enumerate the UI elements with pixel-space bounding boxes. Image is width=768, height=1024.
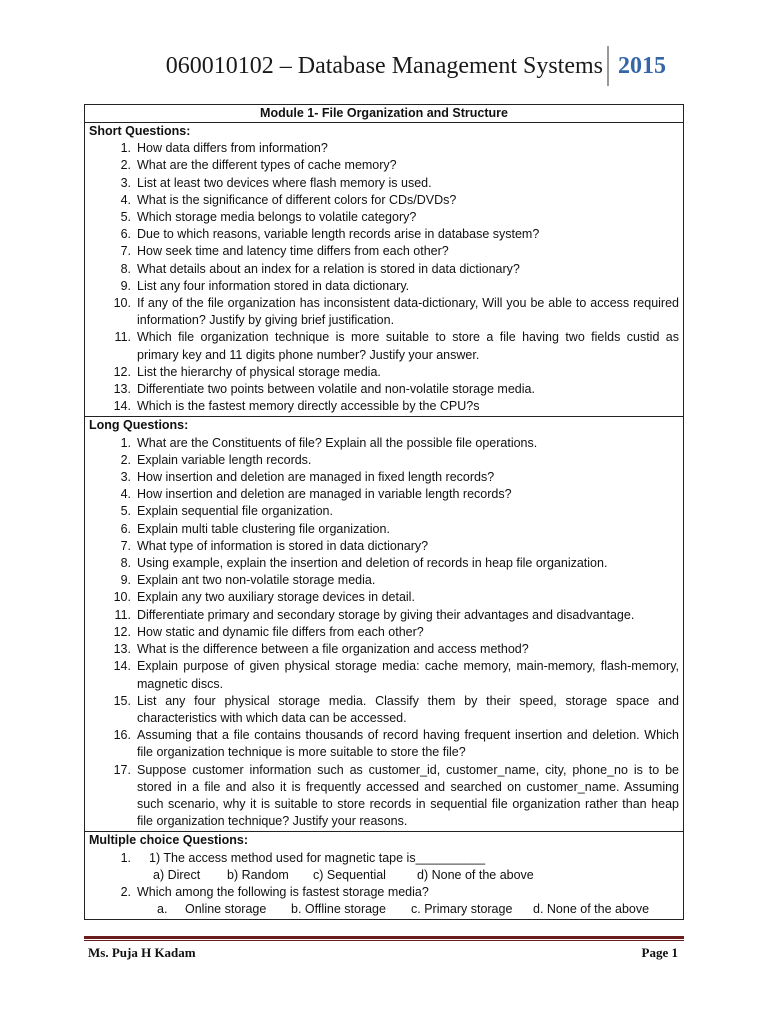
question-text: Explain purpose of given physical storage media: cache memory, main-memory, flash-memory, magnetic discs. (137, 659, 679, 691)
question-number: 9. (120, 278, 131, 293)
question-text: Explain variable length records. (137, 452, 312, 467)
long-questions-section (85, 416, 683, 831)
question-number: 3. (120, 175, 131, 190)
question-item (89, 278, 679, 295)
question-number: 3. (120, 470, 131, 485)
question-item (89, 381, 679, 398)
question-item (89, 175, 679, 192)
question-item (89, 192, 679, 209)
question-item (89, 398, 679, 415)
question-item (89, 538, 679, 555)
option-d: d. None of the above (533, 902, 650, 917)
option-b: b. Offline storage (291, 902, 386, 917)
question-item (89, 607, 679, 624)
question-item (89, 658, 679, 692)
question-number: 12. (113, 624, 131, 639)
question-number: 2. (120, 884, 131, 899)
question-number: 2. (120, 452, 131, 467)
question-text: How insertion and deletion are managed in variable length records? (137, 487, 512, 502)
option-a: Online storage (185, 902, 267, 917)
short-questions-list (89, 140, 679, 415)
question-text: What details about an index for a relation is stored in data dictionary? (137, 261, 520, 276)
question-text: List at least two devices where flash memory is used. (137, 175, 432, 190)
question-number: 1. (120, 141, 131, 156)
question-text: Using example, explain the insertion and deletion of records in heap file organization. (137, 556, 608, 571)
question-number: 1. (120, 850, 131, 865)
question-text: Suppose customer information such as customer_id, customer_name, city, phone_no is to be stored in a file and also it is frequently accessed and searched on customer_name. Assuming such scenario, why it is suitable to store records in sequential file organization rather than heap file organization technique? Justify your reasons. (137, 762, 679, 829)
mcq-question-2 (89, 884, 679, 901)
question-number: 8. (120, 261, 131, 276)
question-text: Differentiate primary and secondary storage by giving their advantages and disadvantage. (137, 607, 635, 622)
question-item (89, 364, 679, 381)
document-title: 060010102 – Database Management Systems (165, 53, 603, 79)
question-item (89, 243, 679, 260)
mcq-options-1 (89, 867, 679, 884)
question-item (89, 486, 679, 503)
question-number: 1. (120, 435, 131, 450)
question-item (89, 157, 679, 174)
footer-page-number: Page 1 (641, 945, 678, 960)
question-item (89, 209, 679, 226)
option-d: d) None of the above (417, 867, 534, 882)
mcq-question-1 (89, 850, 679, 867)
question-number: 5. (120, 210, 131, 225)
question-item (89, 624, 679, 641)
question-text: How seek time and latency time differs from each other? (137, 244, 449, 259)
question-text: How insertion and deletion are managed in fixed length records? (137, 470, 495, 485)
question-item (89, 140, 679, 157)
question-text: Explain ant two non-volatile storage media. (137, 573, 376, 588)
module-title: Module 1- File Organization and Structure (260, 106, 508, 120)
document-year: 2015 (618, 53, 666, 79)
question-number: 11. (114, 607, 131, 622)
question-item (89, 762, 679, 831)
question-number: 8. (120, 556, 131, 571)
option-c: c) Sequential (313, 867, 386, 882)
option-a-label: a. (157, 902, 168, 917)
question-number: 16. (113, 728, 131, 743)
long-questions-list (89, 435, 679, 831)
question-number: 14. (113, 399, 131, 414)
question-number: 11. (114, 330, 131, 345)
question-number: 6. (120, 521, 131, 536)
question-item (89, 641, 679, 658)
question-item (89, 435, 679, 452)
question-text: List the hierarchy of physical storage media. (137, 364, 381, 379)
question-text: What type of information is stored in data dictionary? (137, 538, 429, 553)
option-c: c. Primary storage (411, 902, 513, 917)
question-item (89, 727, 679, 761)
question-text: If any of the file organization has inconsistent data-dictionary, Will you be able to access required information? Justify by giving brief justification. (137, 296, 679, 328)
question-item (89, 329, 679, 363)
question-text: How data differs from information? (137, 141, 328, 156)
question-text: Which file organization technique is more suitable to store a file having two fields custid as primary key and 11 digits phone number? Justify your answer. (137, 330, 679, 362)
question-number: 13. (113, 642, 131, 657)
question-text: List any four information stored in data dictionary. (137, 278, 410, 293)
question-text: Which storage media belongs to volatile category? (137, 210, 417, 225)
short-questions-section (85, 122, 683, 416)
question-item (89, 469, 679, 486)
question-item (89, 521, 679, 538)
option-a: a) Direct (153, 867, 201, 882)
question-item (89, 503, 679, 520)
question-number: 5. (120, 504, 131, 519)
question-item (89, 693, 679, 727)
question-text: Differentiate two points between volatile and non-volatile storage media. (137, 382, 535, 397)
question-number: 2. (120, 158, 131, 173)
question-text: Due to which reasons, variable length records arise in database system? (137, 227, 540, 242)
question-text: 1) The access method used for magnetic tape is__________ (149, 850, 486, 865)
question-text: What is the significance of different colors for CDs/DVDs? (137, 192, 457, 207)
question-number: 13. (113, 382, 131, 397)
question-text: What are the different types of cache memory? (137, 158, 397, 173)
question-number: 4. (120, 192, 131, 207)
page-header (0, 50, 768, 90)
question-number: 9. (120, 573, 131, 588)
question-number: 12. (113, 364, 131, 379)
question-text: Assuming that a file contains thousands of record having frequent insertion and deletion. Which file organization technique is more suitable to store the file? (137, 728, 679, 760)
question-number: 14. (113, 659, 131, 674)
question-item (89, 452, 679, 469)
question-text: Explain sequential file organization. (137, 504, 333, 519)
question-text: Explain multi table clustering file organization. (137, 521, 390, 536)
question-item (89, 572, 679, 589)
question-text: Which is the fastest memory directly accessible by the CPU?s (137, 399, 480, 414)
question-item (89, 555, 679, 572)
footer-author: Ms. Puja H Kadam (88, 945, 196, 960)
question-item (89, 226, 679, 243)
question-text: Explain any two auxiliary storage devices in detail. (137, 590, 415, 605)
question-number: 6. (120, 227, 131, 242)
question-item (89, 589, 679, 606)
footer-rule-thin (84, 940, 684, 941)
question-number: 15. (113, 693, 131, 708)
mcq-heading: Multiple choice Questions: (89, 833, 249, 848)
mcq-section (85, 831, 683, 919)
short-questions-heading: Short Questions: (89, 124, 191, 138)
question-number: 10. (113, 296, 131, 311)
question-text: What are the Constituents of file? Explain all the possible file operations. (137, 435, 538, 450)
question-text: Which among the following is fastest storage media? (137, 884, 429, 899)
question-table (84, 104, 684, 920)
question-text: What is the difference between a file organization and access method? (137, 642, 529, 657)
long-questions-heading: Long Questions: (89, 418, 189, 433)
question-text: List any four physical storage media. Classify them by their speed, storage space and characteristics with which data can be accessed. (137, 693, 679, 725)
question-number: 10. (113, 590, 131, 605)
header-divider (607, 46, 609, 86)
question-number: 4. (120, 487, 131, 502)
question-number: 17. (113, 762, 131, 777)
question-item (89, 295, 679, 329)
question-number: 7. (120, 244, 131, 259)
footer-rule-thick (84, 936, 684, 939)
option-b: b) Random (227, 867, 289, 882)
question-item (89, 261, 679, 278)
mcq-options-2 (89, 901, 679, 918)
question-number: 7. (120, 538, 131, 553)
question-text: How static and dynamic file differs from each other? (137, 624, 424, 639)
